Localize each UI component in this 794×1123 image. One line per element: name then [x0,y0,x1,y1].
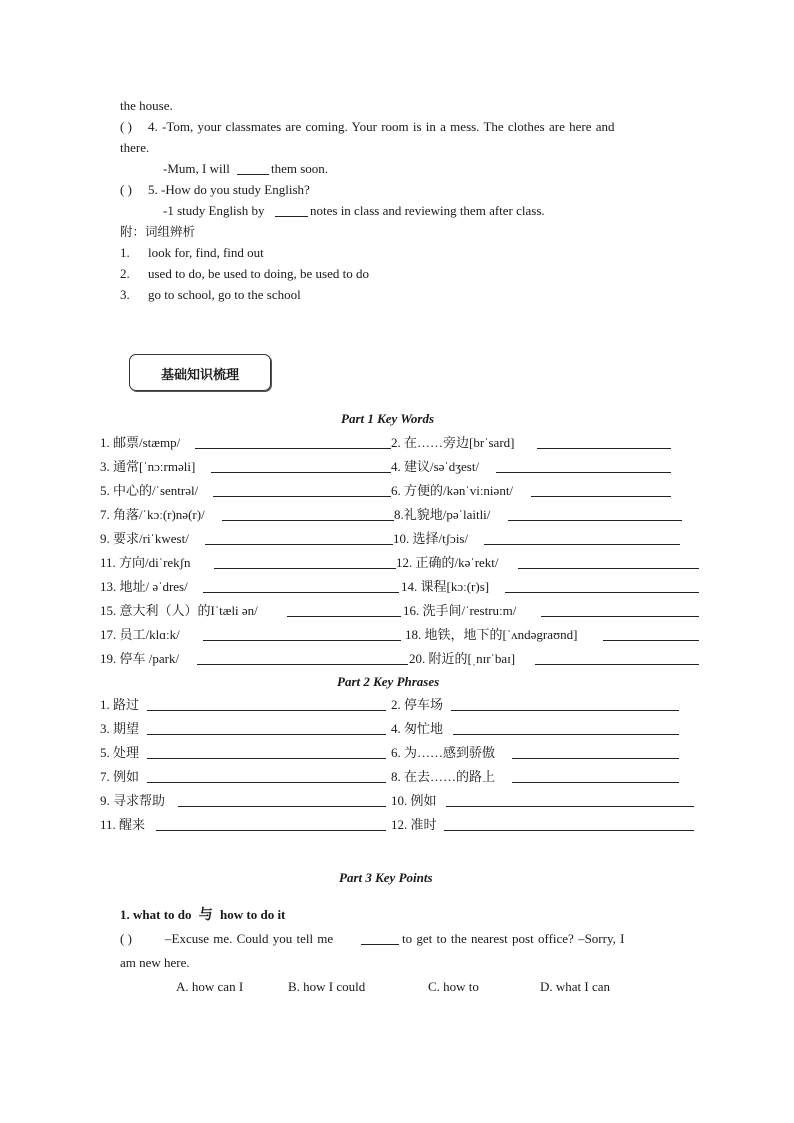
word-item-left: 19. 停车 /park/ [100,651,180,666]
section-label-box [129,354,271,391]
point1-title-a: 1. what to do [120,907,192,922]
option-c[interactable]: C. how to [428,979,479,994]
question-text-a: –Excuse me. Could you tell me [165,931,334,946]
answer-blank[interactable] [444,830,694,831]
appendix-item-text: used to do, be used to doing, be used to do [148,266,369,281]
word-item-left: 3. 通常[ˈnɔːrməli] [100,459,196,474]
answer-blank[interactable] [211,472,391,473]
answer-blank[interactable] [147,710,386,711]
word-item-right: 18. 地铁，地下的[ˈʌndəgraʊnd] [405,627,578,642]
answer-blank[interactable] [451,710,679,711]
point1-title [120,907,285,923]
phrase-item-right: 8. 在去……的路上 [391,769,496,784]
q4-answer-prefix: -Mum, I will [163,161,230,176]
answer-blank[interactable] [603,640,699,641]
q5-answer-prefix: -1 study English by [163,203,265,218]
word-item-left: 15. 意大利（人）的Iˈtæli ən/ [100,603,258,618]
answer-blank[interactable] [541,616,699,617]
phrase-item-left: 3. 期望 [100,721,140,736]
part1-title: Part 1 Key Words [341,411,435,426]
question-blank[interactable] [361,944,399,945]
answer-blank[interactable] [531,496,671,497]
option-a[interactable]: A. how can I [176,979,244,994]
word-item-left: 5. 中心的/ˈsentrəl/ [100,483,199,498]
word-item-left: 17. 员工/klɑːk/ [100,627,180,642]
answer-blank[interactable] [214,568,396,569]
q5-blank[interactable] [275,216,308,217]
continued-text: the house. [120,98,173,113]
word-item-right: 2. 在……旁边[brˈsard] [391,435,515,450]
word-item-right: 20. 附近的[ˌnɪrˈbaɪ] [409,651,516,666]
option-d[interactable]: D. what I can [540,979,611,994]
answer-blank[interactable] [203,592,399,593]
phrase-item-right: 2. 停车场 [391,697,444,712]
answer-blank[interactable] [147,782,386,783]
word-item-right: 12. 正确的/kəˈrekt/ [396,555,499,570]
question-text-b: to get to the nearest post office? –Sorry, I [402,931,625,946]
answer-blank[interactable] [537,448,671,449]
answer-blank[interactable] [512,758,679,759]
section-label: 基础知识梳理 [160,368,239,383]
q4-bracket[interactable]: ( ) [120,119,132,134]
option-b[interactable]: B. how I could [288,979,366,994]
word-item-right: 4. 建议/səˈdʒest/ [391,459,480,474]
q4-answer-suffix: them soon. [271,161,329,176]
answer-blank[interactable] [222,520,394,521]
word-item-left: 13. 地址/ əˈdres/ [100,579,188,594]
phrase-item-left: 7. 例如 [100,769,140,784]
word-item-right: 8.礼貌地/pəˈlaitli/ [394,507,491,522]
answer-blank[interactable] [147,758,386,759]
phrase-item-left: 11. 醒来 [100,817,146,832]
phrase-item-right: 6. 为……感到骄傲 [391,745,496,760]
part2-title: Part 2 Key Phrases [337,674,440,689]
word-item-left: 11. 方向/diˈrekʃn [100,555,191,570]
q4-blank[interactable] [237,174,269,175]
word-item-left: 7. 角落/ˈkɔː(r)nə(r)/ [100,507,205,522]
answer-blank[interactable] [287,616,401,617]
appendix-item-num: 1. [120,245,130,260]
answer-blank[interactable] [508,520,682,521]
answer-blank[interactable] [205,544,393,545]
answer-blank[interactable] [156,830,386,831]
point1-title-b: 与 [198,907,213,923]
question-text-cont: am new here. [120,955,190,970]
word-item-right: 16. 洗手间/ˈrestruːm/ [403,603,517,618]
answer-blank[interactable] [446,806,694,807]
phrase-item-left: 9. 寻求帮助 [100,793,166,808]
q5-answer-suffix: notes in class and reviewing them after class. [310,203,545,218]
answer-blank[interactable] [197,664,408,665]
phrase-item-left: 5. 处理 [100,745,140,760]
answer-blank[interactable] [147,734,386,735]
answer-blank[interactable] [203,640,401,641]
answer-blank[interactable] [512,782,679,783]
appendix-item-text: go to school, go to the school [148,287,301,302]
phrase-item-right: 12. 准时 [391,817,437,832]
appendix-item-num: 3. [120,287,130,302]
answer-blank[interactable] [213,496,391,497]
question-bracket[interactable]: ( ) [120,931,132,946]
q4-text-cont: there. [120,140,150,155]
appendix-item-text: look for, find, find out [148,245,264,260]
answer-blank[interactable] [484,544,680,545]
word-item-right: 14. 课程[kɔː(r)s] [401,579,490,594]
q4-text: 4. -Tom, your classmates are coming. Your room is in a mess. The clothes are here and [148,119,615,134]
part3-title: Part 3 Key Points [339,870,433,885]
answer-blank[interactable] [195,448,391,449]
answer-blank[interactable] [178,806,386,807]
phrase-item-left: 1. 路过 [100,697,140,712]
answer-blank[interactable] [496,472,671,473]
answer-blank[interactable] [505,592,699,593]
phrase-item-right: 4. 匆忙地 [391,721,444,736]
appendix-item-num: 2. [120,266,130,281]
answer-blank[interactable] [535,664,699,665]
point1-title-c: how to do it [220,907,286,922]
appendix-title: 附：词组辨析 [120,224,196,239]
q5-text: 5. -How do you study English? [148,182,310,197]
word-item-left: 9. 要求/riˈkwest/ [100,531,189,546]
word-item-left: 1. 邮票/stæmp/ [100,435,181,450]
q5-bracket[interactable]: ( ) [120,182,132,197]
word-item-right: 6. 方便的/kənˈviːniənt/ [391,483,514,498]
phrase-item-right: 10. 例如 [391,793,437,808]
answer-blank[interactable] [453,734,679,735]
answer-blank[interactable] [518,568,699,569]
word-item-right: 10. 选择/tʃɔis/ [393,531,469,546]
